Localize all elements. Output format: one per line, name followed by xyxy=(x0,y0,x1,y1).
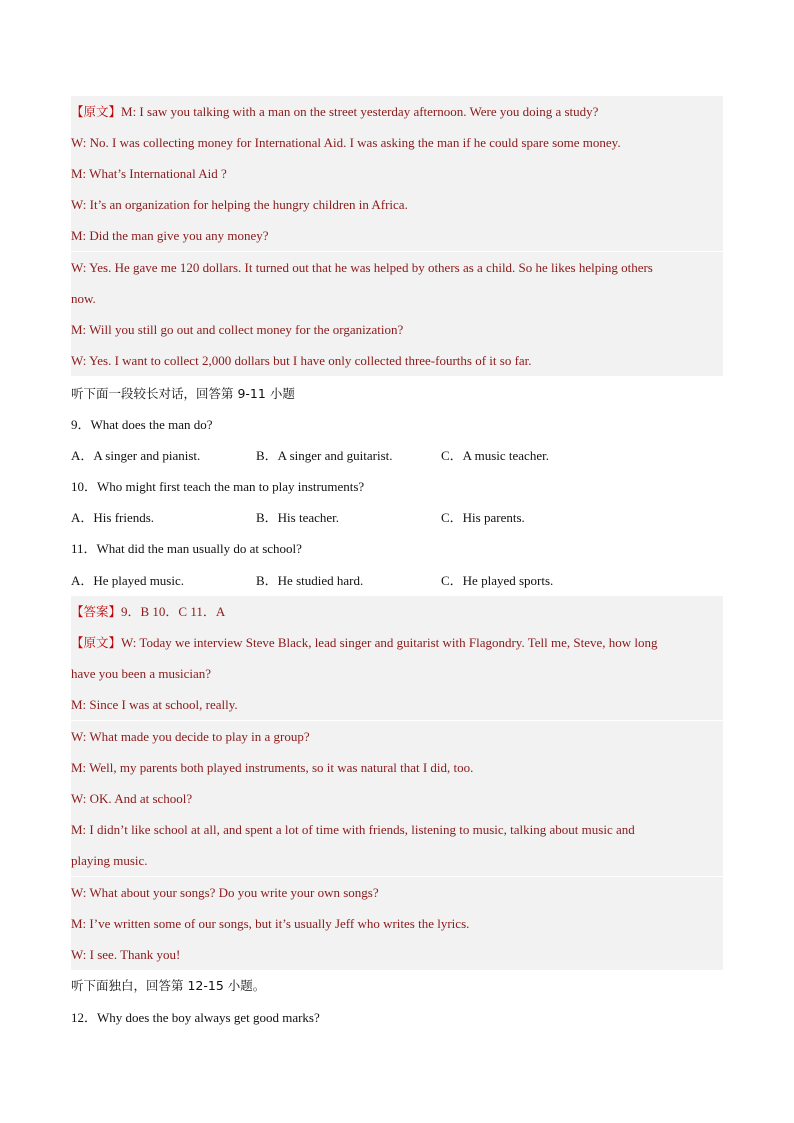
transcript-tag: 【原文】 xyxy=(71,104,122,119)
option-c: C．He played sports. xyxy=(441,573,554,588)
option-a: A．His friends. xyxy=(71,510,155,525)
question-12-stem: 12．Why does the boy always get good marks? xyxy=(71,1010,320,1025)
transcript1-line-1 xyxy=(71,96,723,127)
transcript2-line-1 xyxy=(71,627,723,658)
answer-tag: 【答案】 xyxy=(71,604,122,619)
transcript2-line-2: have you been a musician? xyxy=(71,658,723,689)
transcript1-line-6: W: Yes. He gave me 120 dollars. It turned out that he was helped by others as a child. So he likes helping others xyxy=(71,252,723,283)
answer-text: 9．B 10．C 11．A xyxy=(121,604,226,619)
transcript2-line-7: M: I didn’t like school at all, and spent a lot of time with friends, listening to music, talking about music and xyxy=(71,814,723,845)
option-c: C．His parents. xyxy=(441,510,525,525)
transcript2-line-9: W: What about your songs? Do you write your own songs? xyxy=(71,877,723,908)
transcript1-line-2: W: No. I was collecting money for International Aid. I was asking the man if he could spare some money. xyxy=(71,127,723,158)
section3-instruction: 听下面独白，回答第 12-15 小题。 xyxy=(71,978,266,993)
question-10-stem: 10．Who might first teach the man to play instruments? xyxy=(71,479,365,494)
section2-instruction: 听下面一段较长对话，回答第 9-11 小题 xyxy=(71,386,295,401)
question-9-options xyxy=(71,440,723,471)
transcript2-line-5: M: Well, my parents both played instruments, so it was natural that I did, too. xyxy=(71,752,723,783)
transcript1-line-3: M: What’s International Aid ? xyxy=(71,158,723,189)
option-a: A．He played music. xyxy=(71,573,185,588)
transcript2-line-6: W: OK. And at school? xyxy=(71,783,723,814)
option-b: B．He studied hard. xyxy=(256,573,364,588)
transcript-text: W: Today we interview Steve Black, lead singer and guitarist with Flagondry. Tell me, Steve, how long xyxy=(121,635,658,650)
question-11-options xyxy=(71,565,723,596)
option-b: B．A singer and guitarist. xyxy=(256,448,393,463)
option-a: A．A singer and pianist. xyxy=(71,448,201,463)
answer-line xyxy=(71,596,723,627)
transcript2-line-3: M: Since I was at school, really. xyxy=(71,689,723,720)
transcript1-line-4: W: It’s an organization for helping the hungry children in Africa. xyxy=(71,189,723,220)
question-10-options xyxy=(71,502,723,533)
transcript2-line-11: W: I see. Thank you! xyxy=(71,939,723,970)
transcript-text: M: I saw you talking with a man on the street yesterday afternoon. Were you doing a study? xyxy=(121,104,599,119)
option-b: B．His teacher. xyxy=(256,510,340,525)
question-11-stem: 11．What did the man usually do at school? xyxy=(71,541,302,556)
transcript1-line-8: M: Will you still go out and collect money for the organization? xyxy=(71,314,723,345)
option-c: C．A music teacher. xyxy=(441,448,549,463)
transcript2-line-8: playing music. xyxy=(71,845,723,876)
question-9-stem: 9．What does the man do? xyxy=(71,417,213,432)
transcript2-line-4: W: What made you decide to play in a group? xyxy=(71,721,723,752)
transcript1-line-9: W: Yes. I want to collect 2,000 dollars but I have only collected three-fourths of it so far. xyxy=(71,345,723,376)
transcript1-line-5: M: Did the man give you any money? xyxy=(71,220,723,251)
transcript2-line-10: M: I’ve written some of our songs, but it’s usually Jeff who writes the lyrics. xyxy=(71,908,723,939)
transcript-tag: 【原文】 xyxy=(71,635,122,650)
transcript1-line-7: now. xyxy=(71,283,723,314)
